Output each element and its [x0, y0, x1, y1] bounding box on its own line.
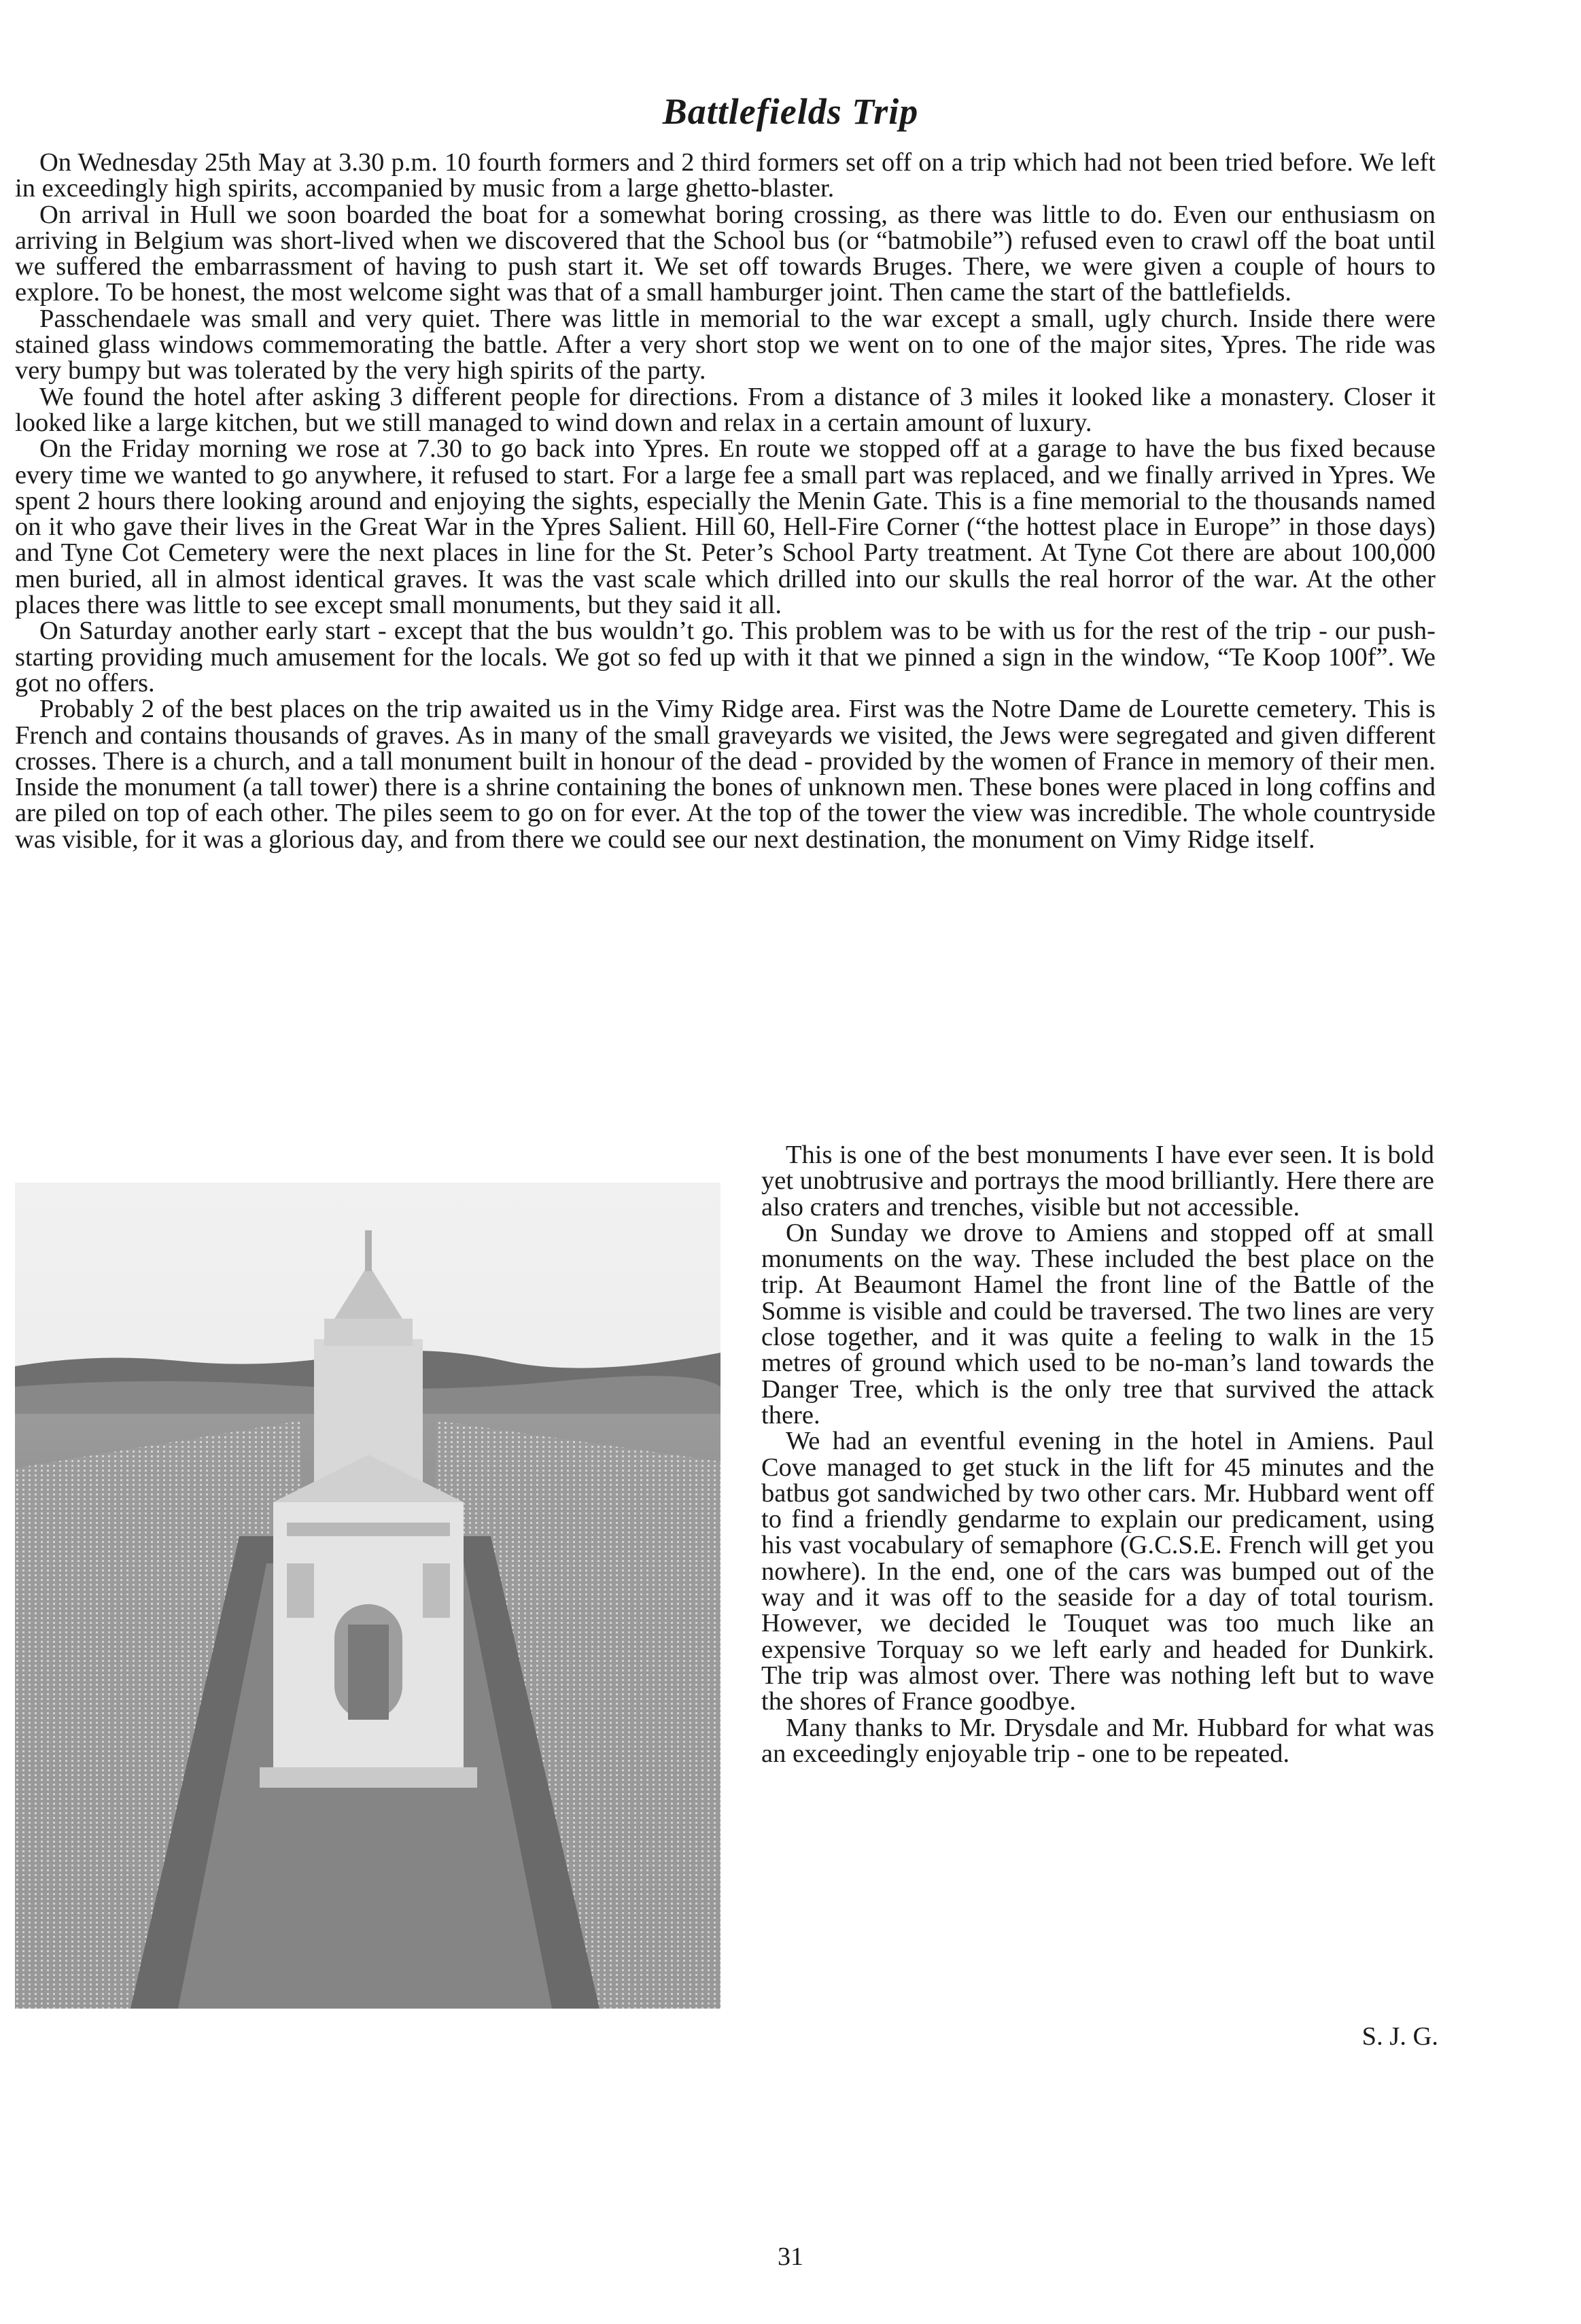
paragraph: We found the hotel after asking 3 different people for directions. From a distance of 3 miles it looked like a monastery. Closer it looked like a large kitchen, but we still managed to wind down and relax in a certain amount of luxury.	[15, 382, 1436, 437]
article-right-column	[761, 1142, 1434, 1767]
paragraph: On Wednesday 25th May at 3.30 p.m. 10 fourth formers and 2 third formers set off on a trip which had not been tried before. We left in exceedingly high spirits, accompanied by music from a large ghetto-blaster.	[15, 148, 1436, 203]
page-number: 31	[778, 2242, 803, 2271]
paragraph: On the Friday morning we rose at 7.30 to go back into Ypres. En route we stopped off at a garage to have the bus fixed because every time we wanted to go anywhere, it refused to start. For a large fee a small part was replaced, and we finally arrived in Ypres. We spent 2 hours there looking around and enjoying the sights, especially the Menin Gate. This is a fine memorial to the thousands named on it who gave their lives in the Great War in the Ypres Salient. Hill 60, Hell-Fire Corner (“the hottest place in Europe” in those days) and Tyne Cot Cemetery were the next places in line for the St. Peter’s School Party treatment. At Tyne Cot there are about 100,000 men buried, all in almost identical graves. It was the vast scale which drilled into our skulls the real horror of the war. At the other places there was little to see except small monuments, but they said it all.	[15, 434, 1436, 620]
author-signature: S. J. G.	[1361, 2022, 1438, 2051]
paragraph: On Saturday another early start - except that the bus wouldn’t go. This problem was to be with us for the rest of the trip - our push-starting providing much amusement for the locals. We got so fed up with it that we pinned a sign in the window, “Te Koop 100f”. We got no offers.	[15, 617, 1436, 697]
paragraph: Passchendaele was small and very quiet. There was little in memorial to the war except a small, ugly church. Inside there were stained glass windows commemorating the battle. After a very short stop we went on to one of the major sites, Ypres. The ride was very bumpy but was tolerated by the very high spirits of the party.	[15, 304, 1436, 385]
paragraph: On arrival in Hull we soon boarded the boat for a somewhat boring crossing, as there was little to do. Even our enthusiasm on arriving in Belgium was short-lived when we discovered that the School bus (or “batmobile”) refused even to crawl off the boat until we suffered the embarrassment of having to push start it. We set off towards Bruges. There, we were given a couple of hours to explore. To be honest, the most welcome sight was that of a small hamburger joint. Then came the start of the battlefields.	[15, 200, 1436, 307]
article-top-column	[15, 150, 1436, 852]
paragraph: Probably 2 of the best places on the trip awaited us in the Vimy Ridge area. First was the Notre Dame de Lourette cemetery. This is French and contains thousands of graves. As in many of the small graveyards we visited, the Jews were segregated and given different crosses. There is a church, and a tall monument built in honour of the dead - provided by the women of France in memory of their men. Inside the monument (a tall tower) there is a shrine containing the bones of unknown men. These bones were placed in long coffins and are piled on top of each other. The piles seem to go on for ever. At the top of the tower the view was incredible. The whole countryside was visible, for it was a glorious day, and from there we could see our next destination, the monument on Vimy Ridge itself.	[15, 695, 1436, 854]
paragraph: On Sunday we drove to Amiens and stopped off at small monuments on the way. These included the best place on the trip. At Beaumont Hamel the front line of the Battle of the Somme is visible and could be traversed. The two lines are very close together, and it was quite a feeling to walk in the 15 metres of ground which used to be no-man’s land towards the Danger Tree, which is the only tree that survived the attack there.	[761, 1218, 1434, 1429]
paragraph: Many thanks to Mr. Drysdale and Mr. Hubbard for what was an exceedingly enjoyable trip - one to be repeated.	[761, 1713, 1434, 1768]
paragraph: This is one of the best monuments I have ever seen. It is bold yet unobtrusive and portrays the mood brilliantly. Here there are also craters and trenches, visible but not accessible.	[761, 1141, 1434, 1221]
page-title: Battlefields Trip	[662, 91, 919, 132]
memorial-photo	[15, 1183, 720, 2009]
paragraph: We had an eventful evening in the hotel in Amiens. Paul Cove managed to get stuck in the lift for 45 minutes and the batbus got sandwiched by two other cars. Mr. Hubbard went off to find a friendly gendarme to explain our predicament, using his vast vocabulary of semaphore (G.C.S.E. French will get you nowhere). In the end, one of the cars was bumped out of the way and it was off to the seaside for a day of total tourism. However, we decided le Touquet was too much like an expensive Torquay so we left early and headed for Dunkirk. The trip was almost over. There was nothing left but to wave the shores of France goodbye.	[761, 1427, 1434, 1716]
